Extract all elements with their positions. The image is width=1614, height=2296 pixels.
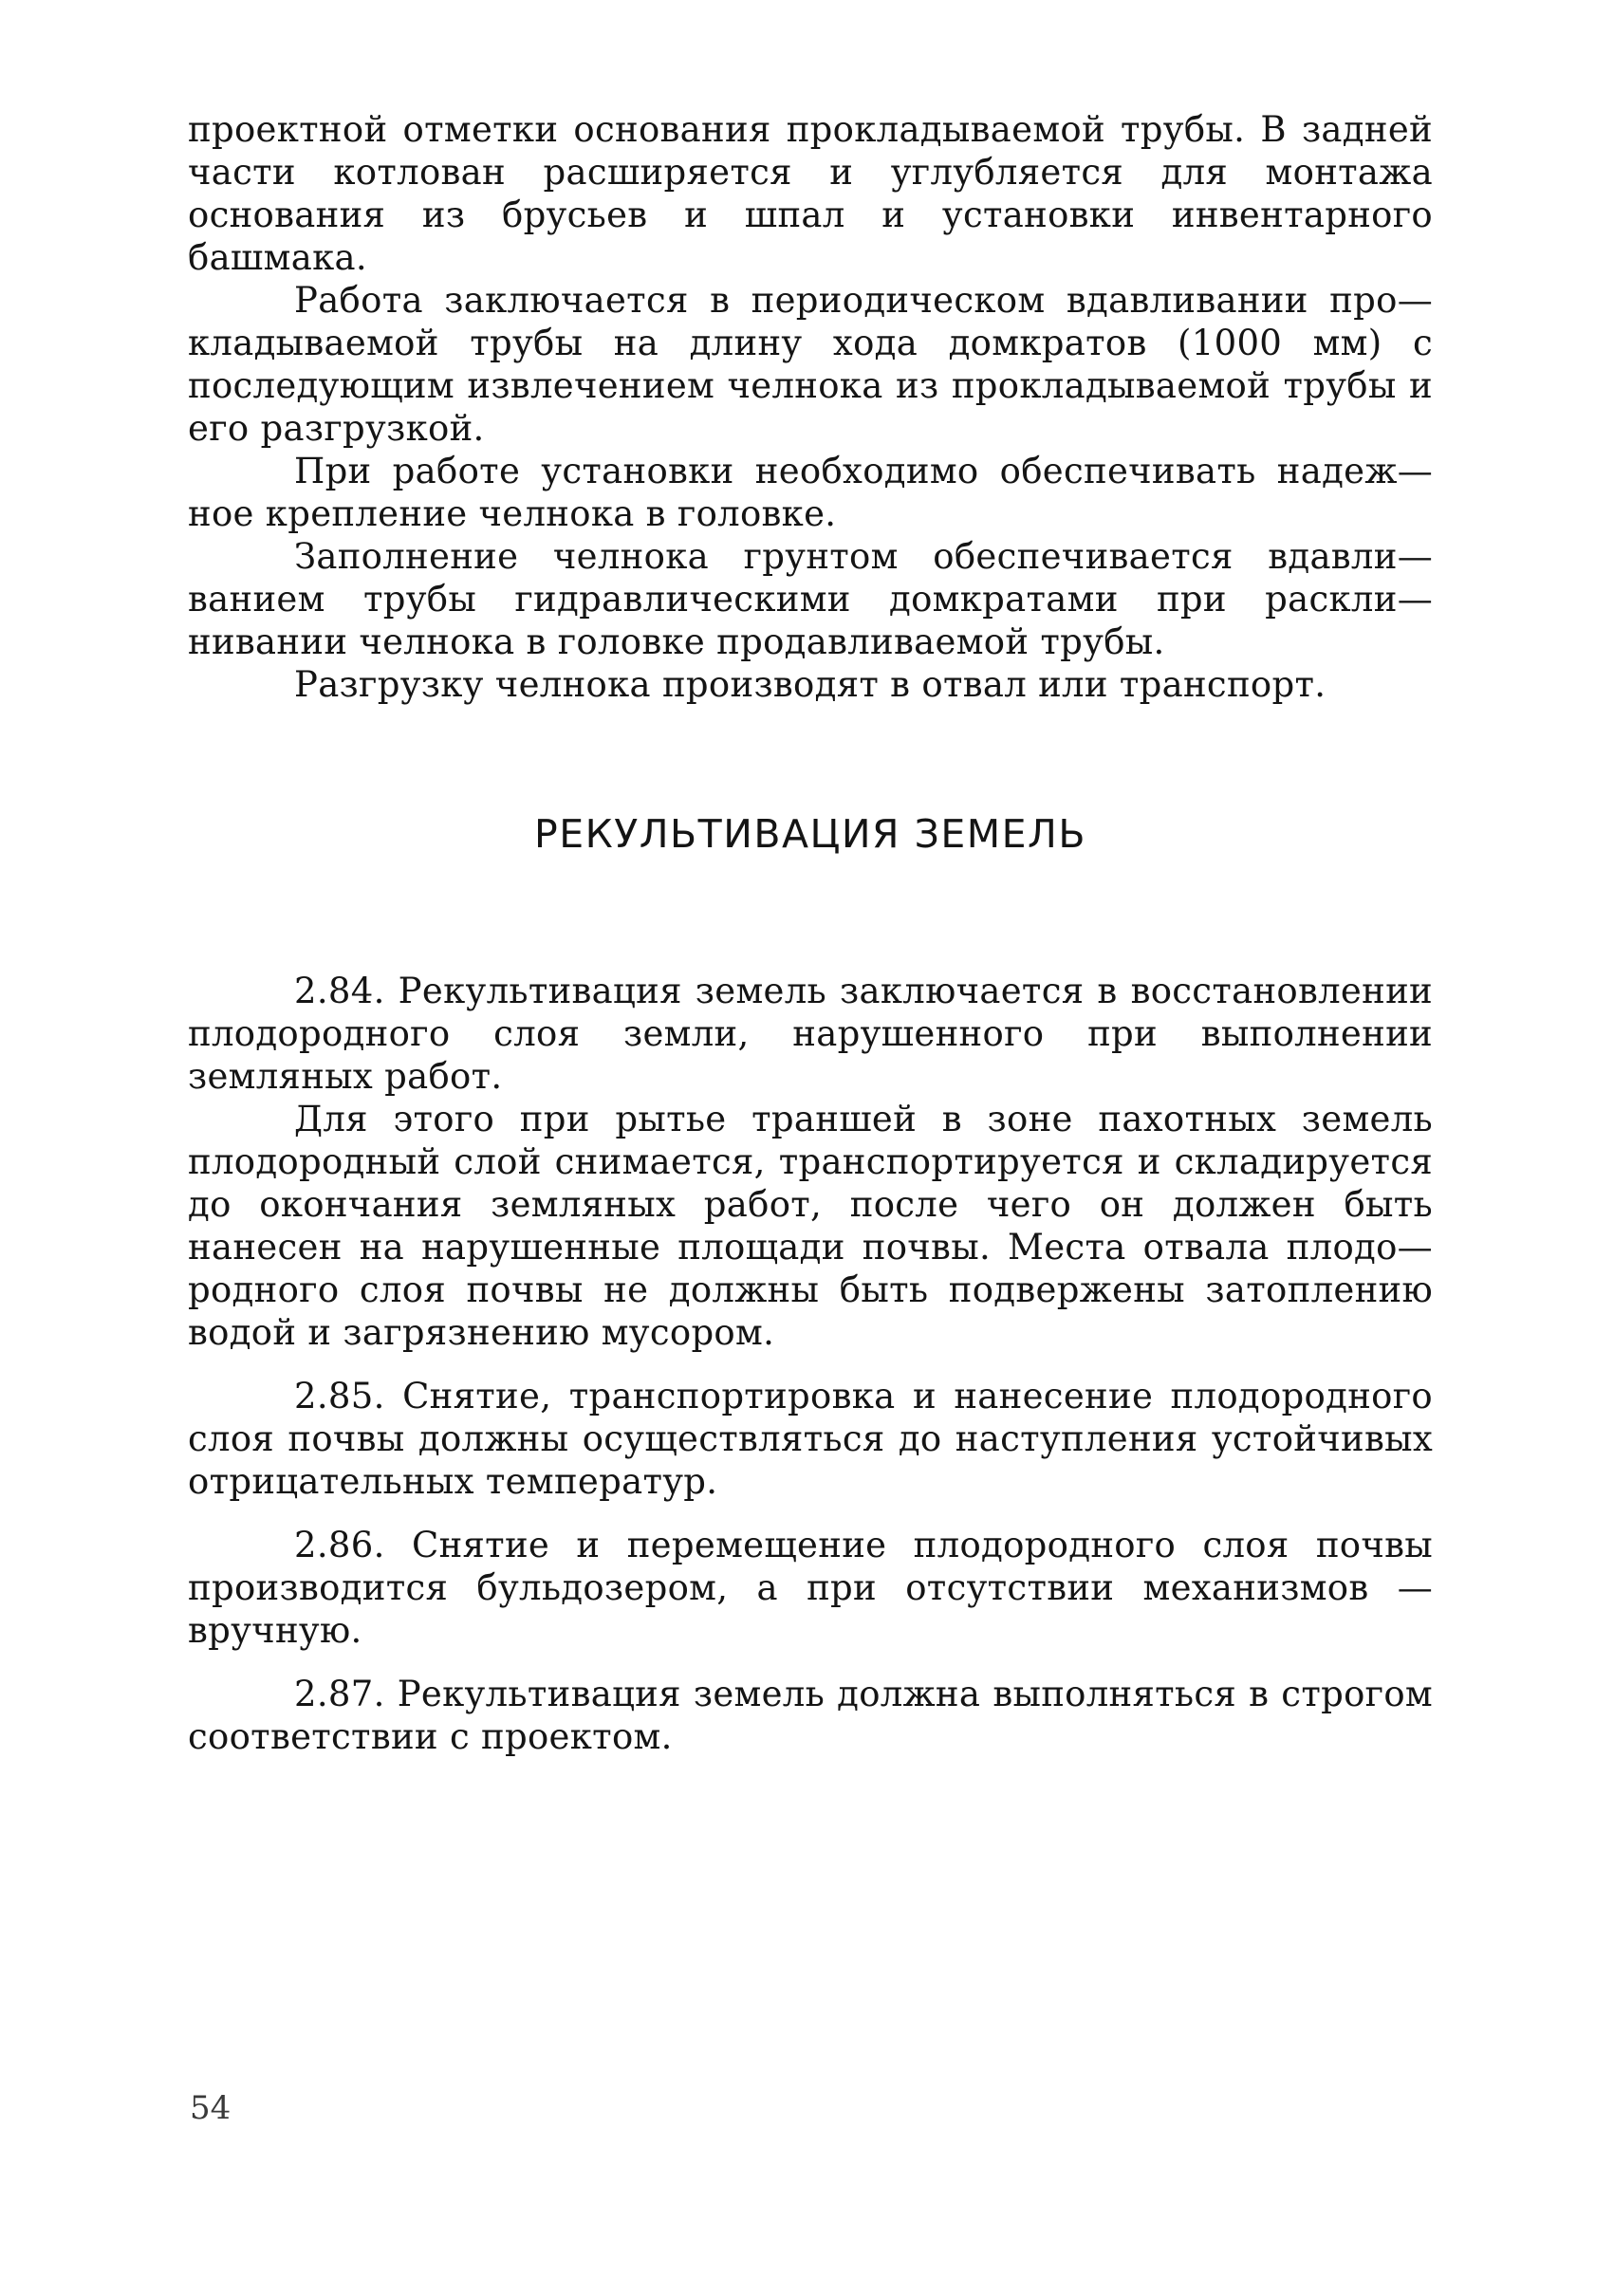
page-number: 54 bbox=[190, 2089, 232, 2127]
paragraph-2-85: 2.85. Снятие, транспортировка и нанесение плодородного слоя почвы должны осуществляться до наступления устойчивых отрицательных температур. bbox=[188, 1376, 1433, 1502]
paragraph-shuttle-unloading: Разгрузку челнока производят в отвал или транспорт. bbox=[294, 664, 1326, 705]
section-heading: РЕКУЛЬТИВАЦИЯ ЗЕМЕЛЬ bbox=[533, 811, 1087, 857]
paragraph-shuttle-fastening: При работе установки необходимо обеспечивать надеж— ное крепление челнока в головке. bbox=[188, 451, 1433, 534]
paragraph-shuttle-filling: Заполнение челнока грунтом обеспечивается вдавли— ванием трубы гидравлическими домкратами при раскли— нивании челнока в головке продавливаемой трубы. bbox=[188, 536, 1433, 662]
paragraph-continued: проектной отметки основания прокладываемой трубы. В задней части котлован расширяется и углубляется для монтажа основания из брусьев и шпал и установки инвентарного башмака. bbox=[188, 109, 1433, 278]
section-text-block bbox=[188, 970, 1433, 1758]
continued-text-block bbox=[188, 108, 1433, 706]
paragraph-2-84-details: Для этого при рытье траншей в зоне пахотных земель плодородный слой снимается, транспортируется и складируется до окончания земляных работ, после чего он должен быть нанесен на нарушенные площади почвы. Места отвала плодо— родного слоя почвы не должны быть подвержены затоплению водой и загрязнению мусором. bbox=[188, 1099, 1433, 1353]
paragraph-work-description: Работа заключается в периодическом вдавливании про— кладываемой трубы на длину хода домкратов (1000 мм) с последующим извлечением челнока из прокладываемой трубы и его разгрузкой. bbox=[188, 280, 1433, 449]
paragraph-2-86: 2.86. Снятие и перемещение плодородного слоя почвы производится бульдозером, а при отсутствии механизмов — вручную. bbox=[188, 1525, 1433, 1651]
paragraph-2-84: 2.84. Рекультивация земель заключается в восстановлении плодородного слоя земли, нарушенного при выполнении земляных работ. bbox=[188, 971, 1433, 1097]
paragraph-2-87: 2.87. Рекультивация земель должна выполняться в строгом соответствии с проектом. bbox=[188, 1674, 1433, 1757]
